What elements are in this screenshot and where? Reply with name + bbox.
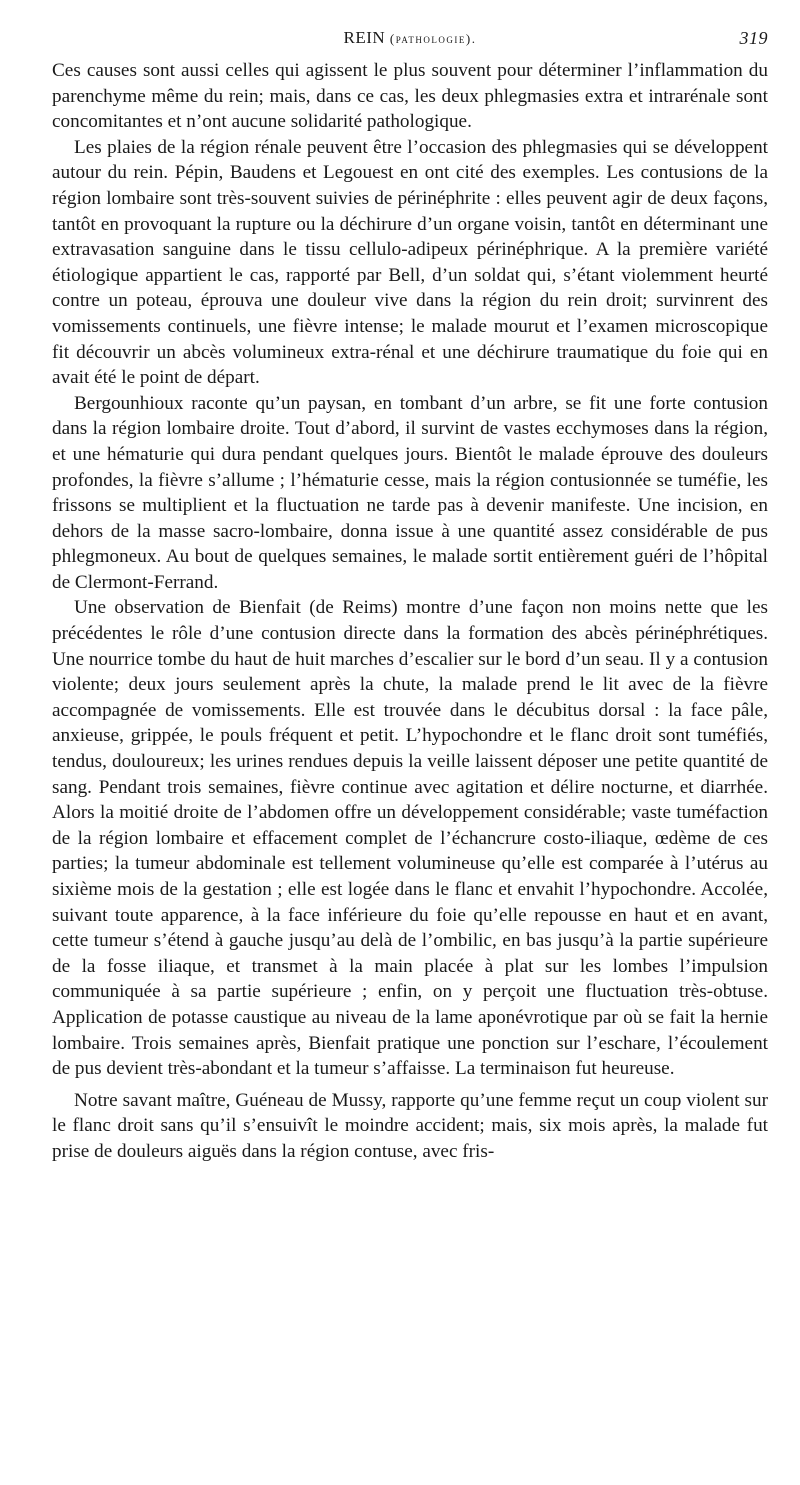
book-page [52, 28, 768, 1165]
paragraph-1: Ces causes sont aussi celles qui agissent le plus souvent pour déterminer l’inflammation du parenchyme même du rein; mais, dans ce cas, les deux phlegmasies extra et intrarénale sont concomitantes et n’ont aucune solidarité pathologique. [52, 60, 768, 133]
running-title-subtitle: (pathologie). [389, 31, 477, 46]
paragraph-4: Une observation de Bienfait (de Reims) montre d’une façon non moins nette que les précédentes le rôle d’une contusion directe dans la formation des abcès périnéphrétiques. Une nourrice tombe du haut de huit marches d’escalier sur le bord d’un seau. Il y a contusion violente; deux jours seulement après la chute, la malade prend le lit avec de la fièvre accompagnée de vomissements. Elle est trouvée dans le décubitus dorsal : la face pâle, anxieuse, grippée, le pouls fréquent et petit. L’hypochondre et le flanc droit sont tuméfiés, tendus, douloureux; les urines rendues depuis la veille laissent déposer une petite quantité de sang. Pendant trois semaines, fièvre continue avec agitation et délire nocturne, et diarrhée. Alors la moitié droite de l’abdomen offre un développement considérable; vaste tuméfaction de la région lombaire et effacement complet de l’échancrure costo-iliaque, œdème de ces parties; la tumeur abdominale est tellement volumineuse qu’elle est comparée à l’utérus au sixième mois de la gestation ; elle est logée dans le flanc et envahit l’hypochondre. Accolée, suivant toute apparence, à la face inférieure du foie qu’elle repousse en haut et en avant, cette tumeur s’étend à gauche jusqu’au delà de l’ombilic, en bas jusqu’à la partie supérieure de la fosse iliaque, et transmet à la main placée à plat sur les lombes l’impulsion communiquée à sa partie supérieure ; enfin, on y perçoit une fluctuation très-obtuse. Application de potasse caustique au niveau de la lame aponévrotique par où se fait la hernie lombaire. Trois semaines après, Bienfait pratique une ponction sur l’eschare, l’écoulement de pus devient très-abondant et la tumeur s’affaisse. La terminaison fut heureuse. [52, 597, 768, 1080]
running-title [52, 28, 768, 48]
running-title-main: REIN [343, 28, 386, 47]
paragraph-3: Bergounhioux raconte qu’un paysan, en tombant d’un arbre, se fit une forte contusion dans la région lombaire droite. Tout d’abord, il survint de vastes ecchymoses dans la région, et une hématurie qui dura pendant quelques jours. Bientôt le malade éprouve des douleurs profondes, la fièvre s’allume ; l’hématurie cesse, mais la région contusionnée se tuméfie, les frissons se multiplient et la fluctuation ne tarde pas à devenir manifeste. Une incision, en dehors de la masse sacro-lombaire, donna issue à une quantité assez considérable de pus phlegmoneux. Au bout de quelques semaines, le malade sortit entièrement guéri de l’hôpital de Clermont-Ferrand. [52, 392, 768, 593]
paragraph-5: Notre savant maître, Guéneau de Mussy, rapporte qu’une femme reçut un coup violent sur le flanc droit sans qu’il s’ensuivît le moindre accident; mais, six mois après, la malade fut prise de douleurs aiguës dans la région contuse, avec fris- [52, 1089, 768, 1162]
running-header [52, 28, 768, 58]
body-text [52, 58, 768, 1165]
page-number: 319 [739, 28, 768, 48]
paragraph-2: Les plaies de la région rénale peuvent être l’occasion des phlegmasies qui se développent autour du rein. Pépin, Baudens et Legouest en ont cité des exemples. Les contusions de la région lombaire sont très-souvent suivies de périnéphrite : elles peuvent agir de deux façons, tantôt en provoquant la rupture ou la déchirure d’un organe voisin, tantôt en déterminant une extravasation sanguine dans le tissu cellulo-adipeux périnéphrique. A la première variété étiologique appartient le cas, rapporté par Bell, d’un soldat qui, s’étant violemment heurté contre un poteau, éprouva une douleur vive dans la région du rein droit; survinrent des vomissements continuels, une fièvre intense; le malade mourut et l’examen microscopique fit découvrir un abcès volumineux extra-rénal et une déchirure traumatique du foie qui en avait été le point de départ. [52, 136, 768, 389]
